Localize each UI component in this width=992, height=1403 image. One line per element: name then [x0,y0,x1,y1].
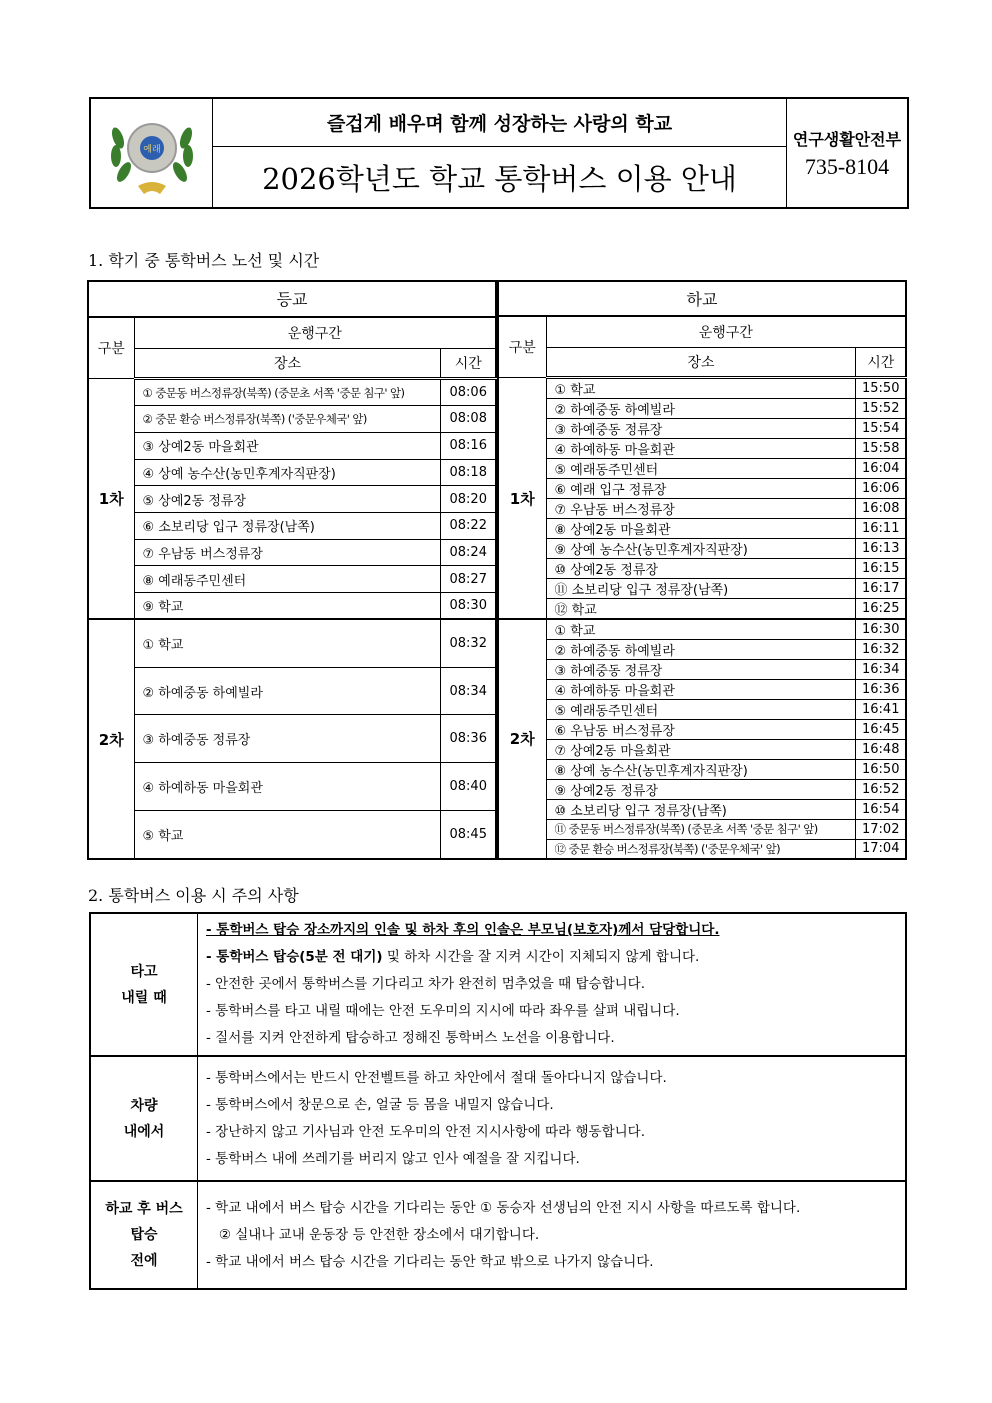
table-row [498,800,906,820]
table-row [498,640,906,660]
stop-time: 16:06 [856,479,906,499]
table-row [88,593,496,620]
col-place: 장소 [134,348,441,378]
section-1-title: 1. 학기 중 통학버스 노선 및 시간 [88,251,320,270]
route-heading: 등교 [88,281,496,317]
stop-time: 15:52 [856,399,906,419]
table-row [88,715,496,763]
table-row [498,479,906,499]
table-row [498,399,906,419]
school-logo [91,99,213,207]
stop-time: 08:36 [441,715,496,763]
stop-place: ⑥ 예래 입구 정류장 [546,479,856,499]
stop-time: 15:58 [856,439,906,459]
note-item: - 학교 내에서 버스 탑승 시간을 기다리는 동안 학교 밖으로 나가지 않습니다. [206,1253,654,1270]
category-line: 차량 [130,1097,158,1114]
stop-place: ③ 하예중동 정류장 [546,660,856,680]
table-row [88,432,496,459]
school-slogan: 즐겁게 배우며 함께 성장하는 사랑의 학교 [213,99,786,147]
table-row [498,459,906,479]
stop-place: ⑩ 소보리당 입구 정류장(남쪽) [546,800,856,820]
stop-time: 16:48 [856,740,906,760]
stop-place: ② 하예중동 하예빌라 [134,667,441,715]
stop-place: ⑫ 학교 [546,599,856,620]
stop-time: 16:34 [856,660,906,680]
stop-time: 16:04 [856,459,906,479]
route-schedule [87,280,907,860]
stop-time: 08:27 [441,566,496,593]
stop-place: ⑨ 상예 농수산(농민후계자직판장) [546,539,856,559]
stop-time: 08:20 [441,486,496,513]
table-row [88,619,496,667]
stop-time: 08:06 [441,379,496,406]
table-row [498,599,906,620]
note-item: - 통학버스에서는 반드시 안전벨트를 하고 차안에서 절대 돌아다니지 않습니다. [206,1069,667,1086]
note-item: - 학교 내에서 버스 탑승 시간을 기다리는 동안 ① 동승자 선생님의 안전 지시 사항을 따르도록 합니다. [206,1199,801,1216]
col-gubun: 구분 [498,316,546,378]
stop-place: ⑫ 중문 환승 버스정류장(북쪽) ('중문우체국' 앞) [546,839,856,859]
note-item: - 통학버스 내에 쓰레기를 버리지 않고 인사 예절을 잘 지킵니다. [206,1150,580,1167]
note-item [206,944,905,971]
stop-time: 15:54 [856,419,906,439]
note-item: - 통학버스 탑승 장소까지의 인솔 및 하차 후의 인솔은 부모님(보호자)께서 담당합니다. [206,922,720,938]
page-title: 2026학년도 학교 통학버스 이용 안내 [262,161,737,196]
note-text: 및 하차 시간을 잘 지켜 시간이 지체되지 않게 합니다. [382,949,700,965]
stop-place: ② 하예중동 하예빌라 [546,399,856,419]
stop-place: ① 학교 [546,378,856,399]
col-section: 운행구간 [546,316,906,348]
category-line: 내릴 때 [121,989,167,1006]
note-item: ② 실내나 교내 운동장 등 안전한 장소에서 대기합니다. [206,1226,540,1243]
note-item: - 통학버스를 타고 내릴 때에는 안전 도우미의 지시에 따라 좌우를 살펴 내립니다. [206,1003,680,1019]
svg-text:예래: 예래 [142,145,161,155]
stop-time: 16:30 [856,619,906,640]
stop-place: ⑪ 중문동 버스정류장(북쪽) (중문초 서쪽 '중문 침구' 앞) [546,820,856,840]
stop-time: 16:11 [856,519,906,539]
stop-time: 16:54 [856,800,906,820]
stop-time: 16:36 [856,680,906,700]
stop-place: ④ 상예 농수산(농민후계자직판장) [134,459,441,486]
stop-time: 16:52 [856,780,906,800]
document-header [89,97,909,209]
stop-time: 16:17 [856,579,906,599]
notes-row [90,1181,906,1289]
table-row [88,667,496,715]
table-row [498,820,906,840]
stop-time: 08:30 [441,593,496,620]
table-row [498,720,906,740]
stop-time: 08:24 [441,539,496,566]
stop-time: 08:16 [441,432,496,459]
department-name: 연구생활안전부 [792,129,902,149]
run-label: 2차 [498,619,546,859]
notes-category [90,1181,198,1289]
stop-place: ② 중문 환승 버스정류장(북쪽) ('중문우체국' 앞) [134,406,441,433]
stop-time: 08:08 [441,406,496,433]
stop-time: 08:22 [441,512,496,539]
stop-time: 08:32 [441,619,496,667]
stop-time: 08:18 [441,459,496,486]
note-item: - 질서를 지켜 안전하게 탑승하고 정해진 통학버스 노선을 이용합니다. [206,1030,615,1046]
run-label: 1차 [498,378,546,620]
note-item: - 안전한 곳에서 통학버스를 기다리고 차가 완전히 멈추었을 때 탑승합니다. [206,976,646,992]
category-line: 내에서 [123,1123,165,1140]
stop-place: ⑤ 예래동주민센터 [546,459,856,479]
stop-place: ② 하예중동 하예빌라 [546,640,856,660]
department-phone: 735-8104 [804,153,890,179]
school-emblem-icon [104,108,200,198]
table-row [498,559,906,579]
col-section: 운행구간 [134,317,496,349]
stop-time: 17:04 [856,839,906,859]
stop-time: 08:45 [441,811,496,859]
note-bold: - 통학버스 탑승(5분 전 대기) [206,949,383,965]
stop-place: ③ 상예2동 마을회관 [134,432,441,459]
col-gubun: 구분 [88,317,134,379]
table-row [498,680,906,700]
notes-category [90,913,198,1056]
category-line: 타고 [130,963,158,980]
stop-place: ⑧ 상예 농수산(농민후계자직판장) [546,760,856,780]
table-row [88,379,496,406]
table-row [498,740,906,760]
table-row [88,763,496,811]
stop-time: 17:02 [856,820,906,840]
col-time: 시간 [856,348,906,378]
stop-time: 16:25 [856,599,906,620]
route-table-morning [87,280,497,860]
table-row [498,499,906,519]
stop-time: 16:08 [856,499,906,519]
table-row [88,459,496,486]
table-row [498,760,906,780]
note-item: - 장난하지 않고 기사님과 안전 도우미의 안전 지시사항에 따라 행동합니다. [206,1123,646,1140]
table-row [88,406,496,433]
table-row [88,512,496,539]
category-line: 전에 [130,1253,158,1269]
stop-place: ⑨ 상예2동 정류장 [546,780,856,800]
section-2-title: 2. 통학버스 이용 시 주의 사항 [88,886,299,905]
stop-time: 16:45 [856,720,906,740]
stop-place: ④ 하예하동 마을회관 [134,763,441,811]
stop-place: ⑦ 우남동 버스정류장 [546,499,856,519]
route-heading: 하교 [498,281,906,316]
notes-row [90,913,906,1056]
stop-place: ⑧ 상예2동 마을회관 [546,519,856,539]
route-table-afternoon [497,280,907,860]
table-row [88,539,496,566]
stop-place: ③ 하예중동 정류장 [134,715,441,763]
notes-row [90,1056,906,1181]
table-row [498,780,906,800]
category-line: 하교 후 버스 [105,1201,183,1217]
stop-time: 16:32 [856,640,906,660]
table-row [498,419,906,439]
table-row [498,660,906,680]
stop-time: 15:50 [856,378,906,399]
table-row [498,619,906,640]
col-time: 시간 [441,348,496,378]
table-row [498,539,906,559]
stop-place: ⑥ 우남동 버스정류장 [546,720,856,740]
stop-time: 08:34 [441,667,496,715]
table-row [498,839,906,859]
table-row [88,566,496,593]
stop-place: ⑧ 예래동주민센터 [134,566,441,593]
stop-place: ⑪ 소보리당 입구 정류장(남쪽) [546,579,856,599]
stop-time: 16:41 [856,700,906,720]
stop-place: ⑤ 상예2동 정류장 [134,486,441,513]
stop-time: 08:40 [441,763,496,811]
table-row [88,486,496,513]
stop-place: ① 학교 [546,619,856,640]
stop-place: ⑦ 상예2동 마을회관 [546,740,856,760]
note-item: - 통학버스에서 창문으로 손, 얼굴 등 몸을 내밀지 않습니다. [206,1096,554,1113]
category-line: 탑승 [130,1227,158,1243]
stop-place: ③ 하예중동 정류장 [546,419,856,439]
run-label: 2차 [88,619,134,859]
notes-category [90,1056,198,1181]
stop-time: 16:50 [856,760,906,780]
safety-notes-table [89,912,907,1290]
stop-place: ⑤ 예래동주민센터 [546,700,856,720]
table-row [88,811,496,859]
stop-place: ⑩ 상예2동 정류장 [546,559,856,579]
run-label: 1차 [88,379,134,619]
stop-place: ⑥ 소보리당 입구 정류장(남쪽) [134,512,441,539]
table-row [498,378,906,399]
stop-place: ⑤ 학교 [134,811,441,859]
stop-time: 16:13 [856,539,906,559]
stop-place: ① 학교 [134,619,441,667]
stop-place: ① 중문동 버스정류장(북쪽) (중문초 서쪽 '중문 침구' 앞) [134,379,441,406]
table-row [498,519,906,539]
stop-place: ⑦ 우남동 버스정류장 [134,539,441,566]
stop-place: ④ 하예하동 마을회관 [546,680,856,700]
table-row [498,700,906,720]
table-row [498,579,906,599]
stop-time: 16:15 [856,559,906,579]
col-place: 장소 [546,348,856,378]
stop-place: ④ 하예하동 마을회관 [546,439,856,459]
stop-place: ⑨ 학교 [134,593,441,620]
table-row [498,439,906,459]
